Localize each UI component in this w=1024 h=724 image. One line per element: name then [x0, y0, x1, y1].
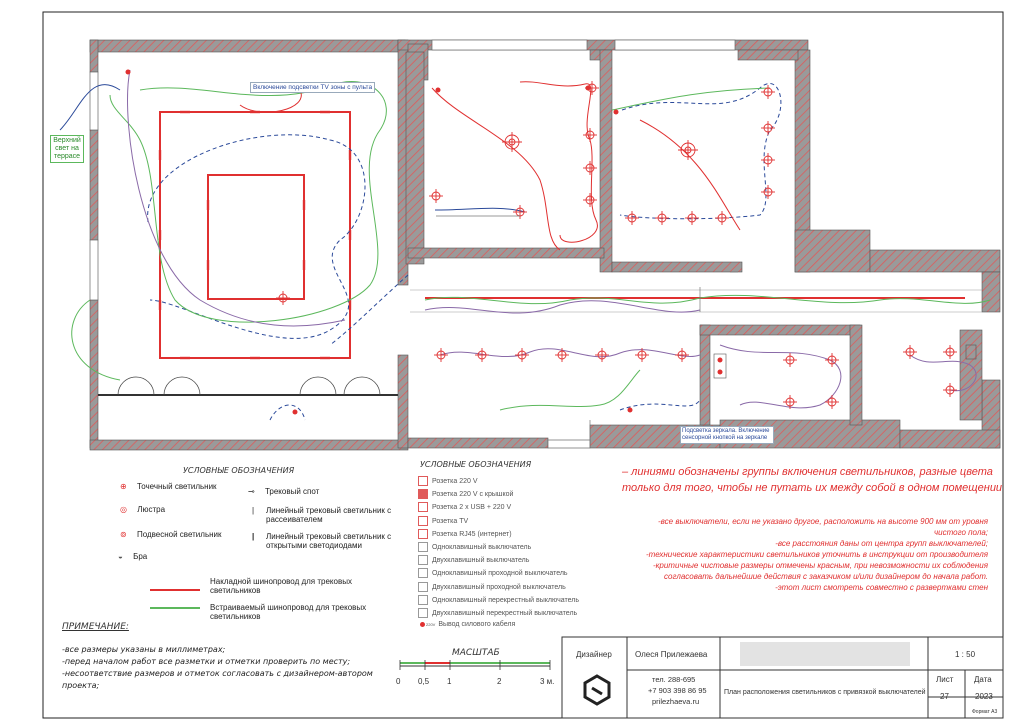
tv-note: Включение подсветки TV зоны с пульта	[250, 82, 375, 93]
blurred-address	[740, 642, 910, 666]
notes-title: ПРИМЕЧАНИЕ:	[62, 622, 129, 632]
red-note-line: -критичные чистовые размеры отмечены красным, при невозможности их соблюдения	[652, 561, 988, 570]
red-headline-1: – линиями обозначены группы включения светильников, разные цвета	[622, 466, 993, 478]
legend-pendant: ⊚ Подвесной светильник	[120, 530, 222, 539]
socket-rj45-icon	[418, 529, 428, 539]
cable-mark: 220V	[426, 622, 436, 628]
legend-left-title: УСЛОВНЫЕ ОБОЗНАЧЕНИЯ	[183, 466, 295, 475]
legend-switch-row: Двухклавишный перекрестный выключатель	[418, 608, 579, 621]
legend-socket-row: Розетка 220 V	[418, 476, 579, 489]
red-note-line: -все выключатели, если не указано другое, расположить на высоте 900 мм от уровня	[658, 517, 988, 526]
red-note-line: согласовать дальнейшие действия с заказчиком и/или дизайнером до начала работ.	[664, 572, 988, 581]
scale-tick-2: 2	[497, 677, 502, 686]
switch-icon	[418, 568, 428, 578]
tb-sheet-no: 27	[940, 692, 949, 701]
tb-designer-name: Олеся Прилежаева	[635, 650, 708, 659]
tb-date-label: Дата	[974, 675, 992, 684]
terrace-note: Верхний свет на террасе	[50, 135, 84, 163]
pendant-light-icon: ⊚	[120, 530, 127, 539]
tb-sheet-label: Лист	[936, 675, 954, 684]
tb-phone: тел. 288-695	[652, 675, 696, 684]
track-spot-icon: ⊸	[248, 487, 255, 496]
legend-busbar-surface: Накладной шинопровод для трековых светильников	[210, 577, 352, 596]
tb-scale: 1 : 50	[955, 650, 976, 659]
linear-track-diffuser-icon: |	[252, 506, 255, 515]
notes-line-1: -все размеры указаны в миллиметрах;	[62, 645, 226, 654]
legend-busbar-recessed: Встраиваемый шинопровод для трековых светильников	[210, 603, 367, 622]
legend-spot-light: ⊕ Точечный светильник	[120, 482, 217, 491]
switch-icon	[418, 608, 428, 618]
chandelier-icon: ◎	[120, 505, 127, 514]
legend-chandelier: ◎ Люстра	[120, 505, 166, 514]
notes-line-2: -перед началом работ все разметки и отметки проверить по месту;	[62, 657, 351, 666]
legend-switch-row: Двухклавишный выключатель	[418, 555, 579, 568]
legend-sconce: ◒ Бра	[118, 552, 148, 561]
tb-drawing-title: План расположения светильников с привязкой выключателей	[724, 689, 926, 696]
tb-format: Формат А3	[972, 709, 998, 715]
spot-light-icon: ⊕	[120, 482, 127, 491]
mirror-note: Подсветка зеркала. Включение сенсорной кнопкой на зеркале	[680, 426, 774, 444]
red-note-line: чистого пола;	[934, 528, 988, 537]
scale-title: МАСШТАБ	[452, 648, 500, 658]
legend-right-title: УСЛОВНЫЕ ОБОЗНАЧЕНИЯ	[420, 460, 532, 469]
tb-site: prilezhaeva.ru	[652, 697, 700, 706]
scale-tick-1: 1	[447, 677, 452, 686]
legend-right-list	[418, 476, 579, 634]
switch-icon	[418, 555, 428, 565]
legend-socket-row: Розетка 220 V с крышкой	[418, 489, 579, 502]
scale-tick-05: 0,5	[418, 677, 430, 686]
legend-switch-row: Одноклавишный проходной выключатель	[418, 568, 579, 581]
legend-cable-row: 220V Вывод силового кабеля	[418, 621, 579, 634]
legend-track-spot: ⊸ Трековый спот	[248, 487, 320, 496]
red-notes-block	[646, 516, 988, 593]
scale-tick-3: 3 м.	[540, 677, 555, 686]
legend-switch-row: Одноклавишный перекрестный выключатель	[418, 595, 579, 608]
legend-socket-row: Розетка RJ45 (интернет)	[418, 529, 579, 542]
notes-line-3: -несоответствие размеров и отметок согласовать с дизайнером-автором	[62, 669, 373, 678]
designer-logo	[585, 676, 609, 704]
red-note-line: -этот лист смотреть совместно с развертками стен	[775, 583, 988, 592]
wall-sconce-icon: ◒	[118, 552, 123, 561]
switch-icon	[418, 582, 428, 592]
switch-icon	[418, 595, 428, 605]
scale-bar	[400, 660, 550, 670]
red-headline-2: только для того, чтобы не путать их между собой в одном помещении	[622, 482, 1003, 494]
tb-role: Дизайнер	[576, 650, 612, 659]
tb-mobile: +7 903 398 86 95	[648, 686, 707, 695]
socket-icon	[418, 476, 428, 486]
socket-usb-icon	[418, 502, 428, 512]
switch-icon	[418, 542, 428, 552]
legend-switch-row: Одноклавишный выключатель	[418, 542, 579, 555]
power-cable-icon	[420, 622, 425, 627]
legend-socket-row: Розетка TV	[418, 516, 579, 529]
legend-socket-row: Розетка 2 x USB + 220 V	[418, 502, 579, 515]
tb-year: 2023	[975, 692, 993, 701]
linear-track-open-icon: |	[252, 532, 255, 541]
red-note-line: -все расстояния даны от центра групп выключателей;	[775, 539, 988, 548]
socket-lid-icon	[418, 489, 428, 499]
legend-linear-diffuser: | Линейный трековый светильник с рассеивателем	[252, 506, 392, 525]
legend-switch-row: Двухклавишный проходной выключатель	[418, 582, 579, 595]
legend-linear-open: | Линейный трековый светильник с открытыми светодиодами	[252, 532, 392, 551]
red-note-line: -технические характеристики светильников уточнить в инструкции от производителя	[645, 550, 988, 559]
socket-tv-icon	[418, 516, 428, 526]
notes-line-4: проекта;	[62, 681, 100, 690]
scale-tick-0: 0	[396, 677, 401, 686]
floor-plan	[60, 40, 1000, 450]
